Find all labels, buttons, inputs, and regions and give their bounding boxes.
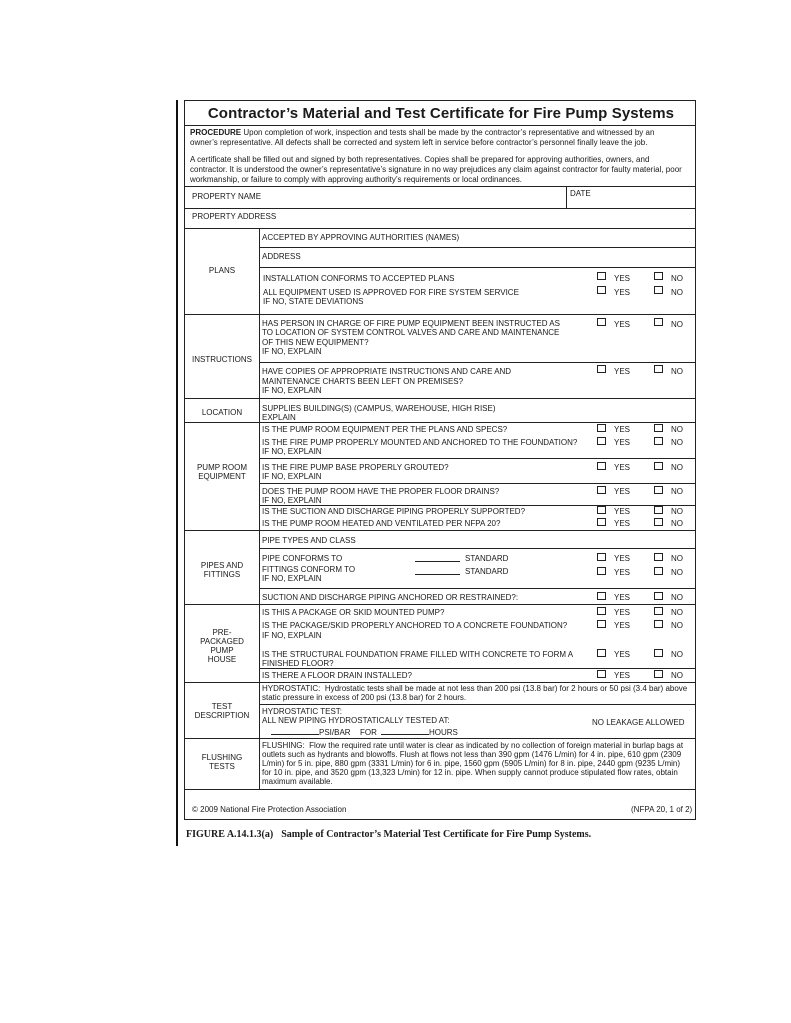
section-test-line1: TEST: [211, 702, 233, 711]
section-prepack-line1: PRE-: [212, 628, 232, 637]
no-label: NO: [671, 425, 683, 434]
divider: [185, 398, 695, 399]
no-label: NO: [671, 463, 683, 472]
prepack-q1-yes-checkbox[interactable]: [597, 607, 606, 615]
plans-q2-yes-checkbox[interactable]: [597, 286, 606, 294]
instructions-q2-yes-checkbox[interactable]: [597, 365, 606, 373]
procedure-label: PROCEDURE: [190, 128, 242, 137]
date-label: DATE: [570, 189, 591, 198]
pump-room-q1-yes-checkbox[interactable]: [597, 424, 606, 432]
certificate-form: [184, 100, 696, 820]
divider: [185, 422, 695, 423]
figure-caption-text: Sample of Contractor’s Material Test Certificate for Fire Pump Systems.: [281, 829, 592, 840]
divider: [259, 588, 695, 589]
pipes-q1-no-checkbox[interactable]: [654, 553, 663, 561]
page-margin-rule: [176, 100, 178, 846]
pump-room-q3-followup: IF NO, EXPLAIN: [262, 472, 322, 481]
divider: [259, 668, 695, 669]
standard-label: STANDARD: [465, 554, 509, 563]
no-label: NO: [671, 671, 683, 680]
prepack-q2-no-checkbox[interactable]: [654, 620, 663, 628]
hydrostatic-text: Hydrostatic tests shall be made at not less than 200 psi (13.8 bar) for 2 hours or 50 psi (3.4 bar) above: [324, 684, 688, 693]
pump-room-q4-followup: IF NO, EXPLAIN: [262, 496, 322, 505]
pipes-q3: SUCTION AND DISCHARGE PIPING ANCHORED OR RESTRAINED?:: [262, 593, 519, 602]
flushing-line2: outlets such as hydrants and blowoffs. Flush at flows not less than 390 gpm (1476 L/min) for 4 in. pipe, 610 gpm (2309: [262, 750, 682, 759]
pump-room-q3-no-checkbox[interactable]: [654, 462, 663, 470]
plans-q1-no-checkbox[interactable]: [654, 272, 663, 280]
prepack-q1: IS THIS A PACKAGE OR SKID MOUNTED PUMP?: [262, 608, 445, 617]
divider: [259, 704, 695, 705]
pump-room-q6-yes-checkbox[interactable]: [597, 518, 606, 526]
divider: [185, 738, 695, 739]
instructions-q1-line4: IF NO, EXPLAIN: [262, 347, 322, 356]
all-new-piping-label: ALL NEW PIPING HYDROSTATICALLY TESTED AT:: [262, 716, 450, 725]
instructions-q1-line2: TO LOCATION OF SYSTEM CONTROL VALVES AND CARE AND MAINTENANCE: [262, 328, 560, 337]
pipes-q2-no-checkbox[interactable]: [654, 567, 663, 575]
section-flushing-line1: FLUSHING: [201, 753, 243, 762]
divider: [185, 228, 695, 229]
divider: [185, 530, 695, 531]
plans-q1: INSTALLATION CONFORMS TO ACCEPTED PLANS: [263, 274, 455, 283]
test-pressure-blank[interactable]: [271, 734, 319, 735]
pump-room-q4-yes-checkbox[interactable]: [597, 486, 606, 494]
instructions-q1-yes-checkbox[interactable]: [597, 318, 606, 326]
section-test-line2: DESCRIPTION: [194, 711, 250, 720]
flushing-text: Flow the required rate until water is clear as indicated by no collection of foreign material in burlap bags at: [309, 741, 684, 750]
no-label: NO: [671, 593, 683, 602]
no-label: NO: [671, 320, 683, 329]
pump-room-q5-no-checkbox[interactable]: [654, 506, 663, 514]
no-label: NO: [671, 274, 683, 283]
yes-label: YES: [614, 288, 631, 297]
procedure-line-2: owner’s representative. All defects shall be corrected and system left in service before contractor’s personnel finally leave the job.: [190, 138, 648, 147]
divider: [185, 604, 695, 605]
flushing-line5: maximum available.: [262, 777, 333, 786]
instructions-q1-line1: HAS PERSON IN CHARGE OF FIRE PUMP EQUIPMENT BEEN INSTRUCTED AS: [262, 319, 560, 328]
no-label: NO: [671, 608, 683, 617]
section-prepack-line4: HOUSE: [207, 655, 237, 664]
section-instructions: INSTRUCTIONS: [192, 355, 252, 364]
pump-room-q4-no-checkbox[interactable]: [654, 486, 663, 494]
section-location: LOCATION: [201, 408, 243, 417]
no-label: NO: [671, 507, 683, 516]
location-q1: SUPPLIES BUILDING(S) (CAMPUS, WAREHOUSE, HIGH RISE): [262, 404, 496, 413]
instructions-q2-line3: IF NO, EXPLAIN: [262, 386, 322, 395]
no-label: NO: [671, 650, 683, 659]
plans-q2-followup: IF NO, STATE DEVIATIONS: [263, 297, 364, 306]
prepack-q3-line2: FINISHED FLOOR?: [262, 659, 334, 668]
yes-label: YES: [614, 519, 631, 528]
pipes-q2-followup: IF NO, EXPLAIN: [262, 574, 322, 583]
pump-room-q4: DOES THE PUMP ROOM HAVE THE PROPER FLOOR DRAINS?: [262, 487, 500, 496]
no-label: NO: [671, 621, 683, 630]
pump-room-q3: IS THE FIRE PUMP BASE PROPERLY GROUTED?: [262, 463, 449, 472]
no-label: NO: [671, 519, 683, 528]
hydrostatic-note-line2: static pressure in excess of 200 psi (13.8 bar) for 2 hours.: [262, 693, 467, 702]
divider: [566, 186, 567, 208]
hydrostatic-label: HYDROSTATIC:: [262, 684, 321, 693]
section-flushing-line2: TESTS: [209, 762, 235, 771]
yes-label: YES: [614, 463, 631, 472]
no-label: NO: [671, 288, 683, 297]
pipes-q2: FITTINGS CONFORM TO: [262, 565, 356, 574]
pump-room-q5-yes-checkbox[interactable]: [597, 506, 606, 514]
procedure-paragraph-1: [190, 128, 690, 138]
pump-room-q6: IS THE PUMP ROOM HEATED AND VENTILATED PER NFPA 20?: [262, 519, 501, 528]
yes-label: YES: [614, 487, 631, 496]
pump-room-q1: IS THE PUMP ROOM EQUIPMENT PER THE PLANS AND SPECS?: [262, 425, 508, 434]
prepack-q3-yes-checkbox[interactable]: [597, 649, 606, 657]
prepack-q3-line1: IS THE STRUCTURAL FOUNDATION FRAME FILLED WITH CONCRETE TO FORM A: [262, 650, 574, 659]
instructions-q2-line2: MAINTENANCE CHARTS BEEN LEFT ON PREMISES?: [262, 377, 464, 386]
divider: [259, 548, 695, 549]
pipes-q2-yes-checkbox[interactable]: [597, 567, 606, 575]
yes-label: YES: [614, 438, 631, 447]
prepack-q2-followup: IF NO, EXPLAIN: [262, 631, 322, 640]
pump-room-q5: IS THE SUCTION AND DISCHARGE PIPING PROPERLY SUPPORTED?: [262, 507, 526, 516]
divider: [185, 314, 695, 315]
pipe-standard-blank[interactable]: [415, 561, 460, 562]
instructions-q2-line1: HAVE COPIES OF APPROPRIATE INSTRUCTIONS AND CARE AND: [262, 367, 512, 376]
procedure-line-1: Upon completion of work, inspection and tests shall be made by the contractor’s representative and witnessed by an: [243, 128, 655, 137]
section-pipes-line2: FITTINGS: [203, 570, 241, 579]
yes-label: YES: [614, 554, 631, 563]
fittings-standard-blank[interactable]: [415, 574, 460, 575]
yes-label: YES: [614, 507, 631, 516]
pump-room-q2-followup: IF NO, EXPLAIN: [262, 447, 322, 456]
section-plans: PLANS: [208, 266, 236, 275]
pipe-types-label: PIPE TYPES AND CLASS: [262, 536, 356, 545]
flushing-line4: for 10 in. pipe, and 3520 gpm (13,323 L/min) for 12 in. pipe. When supply cannot produce stipulated flow rates, obtain: [262, 768, 678, 777]
yes-label: YES: [614, 593, 631, 602]
no-label: NO: [671, 554, 683, 563]
location-explain: EXPLAIN: [262, 413, 296, 422]
psi-bar-label: PSI/BAR: [319, 728, 351, 737]
plans-q2-no-checkbox[interactable]: [654, 286, 663, 294]
no-label: NO: [671, 568, 683, 577]
pipes-q3-yes-checkbox[interactable]: [597, 592, 606, 600]
pump-room-q6-no-checkbox[interactable]: [654, 518, 663, 526]
section-prepack-line2: PACKAGED: [200, 637, 244, 646]
instructions-q1-no-checkbox[interactable]: [654, 318, 663, 326]
yes-label: YES: [614, 608, 631, 617]
pipes-q1-yes-checkbox[interactable]: [597, 553, 606, 561]
prepack-q4: IS THERE A FLOOR DRAIN INSTALLED?: [262, 671, 412, 680]
flushing-line1: [262, 741, 683, 750]
section-pipes-line1: PIPES AND: [200, 561, 244, 570]
prepack-q1-no-checkbox[interactable]: [654, 607, 663, 615]
pump-room-q2-no-checkbox[interactable]: [654, 437, 663, 445]
yes-label: YES: [614, 568, 631, 577]
test-duration-blank[interactable]: [381, 734, 429, 735]
procedure-line-5: workmanship, or failure to comply with approving authority’s requirements or local ordinances.: [190, 175, 523, 184]
hydrostatic-note-line1: [262, 684, 687, 693]
flushing-label: FLUSHING:: [262, 741, 305, 750]
no-label: NO: [671, 487, 683, 496]
address-label: ADDRESS: [262, 252, 301, 261]
flushing-line3: L/min) for 5 in. pipe, 880 gpm (3331 L/min) for 6 in. pipe, 1560 gpm (5905 L/min) for 8 in. pipe, 2440 gpm (9235 L/min): [262, 759, 681, 768]
divider: [185, 186, 695, 187]
for-label: FOR: [360, 728, 377, 737]
hours-label: HOURS: [429, 728, 458, 737]
divider: [185, 682, 695, 683]
yes-label: YES: [614, 621, 631, 630]
yes-label: YES: [614, 274, 631, 283]
accepted-by-label: ACCEPTED BY APPROVING AUTHORITIES (NAMES): [262, 233, 460, 242]
plans-q1-yes-checkbox[interactable]: [597, 272, 606, 280]
divider: [259, 247, 695, 248]
procedure-line-3: A certificate shall be filled out and signed by both representatives. Copies shall be prepared for approving authorities, owners, and: [190, 155, 650, 164]
prepack-q2-yes-checkbox[interactable]: [597, 620, 606, 628]
yes-label: YES: [614, 367, 631, 376]
divider: [259, 362, 695, 363]
yes-label: YES: [614, 320, 631, 329]
divider: [185, 789, 695, 790]
pump-room-q3-yes-checkbox[interactable]: [597, 462, 606, 470]
no-leakage-label: NO LEAKAGE ALLOWED: [592, 718, 685, 727]
pump-room-q2: IS THE FIRE PUMP PROPERLY MOUNTED AND ANCHORED TO THE FOUNDATION?: [262, 438, 578, 447]
divider: [185, 125, 695, 126]
yes-label: YES: [614, 671, 631, 680]
hydrostatic-test-label: HYDROSTATIC TEST:: [262, 707, 343, 716]
form-title: Contractor’s Material and Test Certificate for Fire Pump Systems: [207, 105, 675, 122]
copyright: © 2009 National Fire Protection Association: [192, 805, 347, 814]
prepack-q2: IS THE PACKAGE/SKID PROPERLY ANCHORED TO A CONCRETE FOUNDATION?: [262, 621, 568, 630]
pump-room-q1-no-checkbox[interactable]: [654, 424, 663, 432]
divider: [259, 505, 695, 506]
procedure-line-4: contractor. It is understood the owner’s representative’s signature in no way prejudices any claim against contractor for faulty material, poor: [190, 165, 682, 174]
property-address-label: PROPERTY ADDRESS: [192, 212, 277, 221]
figure-number: FIGURE A.14.1.3(a): [186, 829, 274, 840]
divider: [259, 483, 695, 484]
page-reference: (NFPA 20, 1 of 2): [631, 805, 693, 814]
prepack-q4-yes-checkbox[interactable]: [597, 670, 606, 678]
instructions-q2-no-checkbox[interactable]: [654, 365, 663, 373]
figure-caption: [186, 829, 591, 840]
section-pump-room-line1: PUMP ROOM: [196, 463, 248, 472]
section-prepack-line3: PUMP: [210, 646, 234, 655]
prepack-q3-no-checkbox[interactable]: [654, 649, 663, 657]
yes-label: YES: [614, 650, 631, 659]
divider: [185, 208, 695, 209]
section-pump-room-line2: EQUIPMENT: [198, 472, 246, 481]
standard-label: STANDARD: [465, 567, 509, 576]
divider: [259, 458, 695, 459]
no-label: NO: [671, 438, 683, 447]
instructions-q1-line3: OF THIS NEW EQUIPMENT?: [262, 338, 369, 347]
pipes-q3-no-checkbox[interactable]: [654, 592, 663, 600]
property-name-label: PROPERTY NAME: [192, 192, 262, 201]
pump-room-q2-yes-checkbox[interactable]: [597, 437, 606, 445]
prepack-q4-no-checkbox[interactable]: [654, 670, 663, 678]
yes-label: YES: [614, 425, 631, 434]
pipes-q1: PIPE CONFORMS TO: [262, 554, 343, 563]
plans-q2: ALL EQUIPMENT USED IS APPROVED FOR FIRE SYSTEM SERVICE: [263, 288, 519, 297]
divider: [259, 267, 695, 268]
no-label: NO: [671, 367, 683, 376]
